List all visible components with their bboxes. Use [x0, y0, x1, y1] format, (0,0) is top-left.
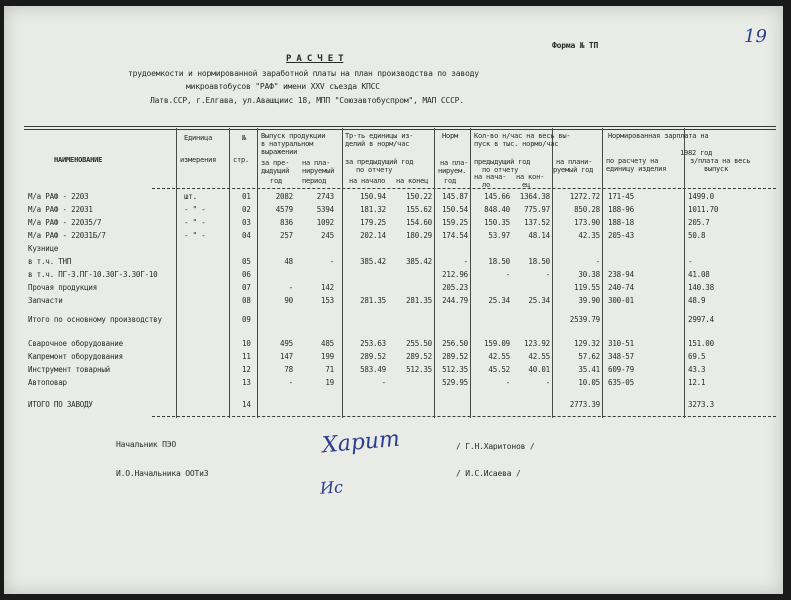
table-cell: 289.52: [442, 352, 468, 361]
table-cell: 25.34: [488, 296, 510, 305]
row-name: в т.ч. ТНП: [28, 257, 72, 266]
table-cell: 45.52: [488, 365, 510, 374]
table-cell: 30.38: [578, 270, 600, 279]
table-cell: 153: [321, 296, 334, 305]
row-name: Инструмент товарный: [28, 365, 110, 374]
header-output-sub1-2: дыдущий: [261, 167, 290, 175]
table-cell: 12: [242, 365, 251, 374]
table-cell: 244.79: [442, 296, 468, 305]
table-cell: 385.42: [360, 257, 386, 266]
table-cell: 174.54: [442, 231, 468, 240]
header-wage-total-2: выпуск: [704, 165, 729, 173]
header-unit-1: Единица: [184, 134, 213, 142]
table-cell: 4579: [275, 205, 293, 214]
table-cell: 310-51: [608, 339, 634, 348]
table-cell: 123.92: [524, 339, 550, 348]
table-cell: 150.94: [360, 192, 386, 201]
table-cell: 1499.0: [688, 192, 714, 201]
row-name: М/а РАФ - 22031: [28, 205, 93, 214]
row-name: Сварочное оборудование: [28, 339, 123, 348]
table-cell: 142: [321, 283, 334, 292]
header-labor-prev-2: по отчету: [356, 166, 393, 174]
table-cell: 41.08: [688, 270, 710, 279]
table-cell: 1011.70: [688, 205, 719, 214]
table-cell: 69.5: [688, 352, 706, 361]
table-cell: 48.9: [688, 296, 706, 305]
table-cell: - " -: [184, 205, 206, 214]
table-cell: 171-45: [608, 192, 634, 201]
table-cell: 529.95: [442, 378, 468, 387]
table-cell: 05: [242, 257, 251, 266]
table-cell: 2997.4: [688, 315, 714, 324]
table-cell: 289.52: [406, 352, 432, 361]
table-cell: 42.55: [528, 352, 550, 361]
table-cell: 850.28: [574, 205, 600, 214]
table-cell: 1364.38: [519, 192, 550, 201]
signature-name-1: / Г.Н.Харитонов /: [456, 442, 535, 451]
header-labor-begin: на начало: [349, 177, 386, 185]
table-cell: 154.60: [406, 218, 432, 227]
table-cell: 848.40: [484, 205, 510, 214]
table-cell: 245: [321, 231, 334, 240]
table-cell: 155.62: [406, 205, 432, 214]
table-cell: 147: [280, 352, 293, 361]
table-cell: 06: [242, 270, 251, 279]
table-cell: -: [463, 257, 468, 266]
table-cell: 12.1: [688, 378, 706, 387]
table-cell: 635-05: [608, 378, 634, 387]
header-num-1: №: [242, 134, 247, 142]
table-cell: 180.29: [406, 231, 432, 240]
table-cell: 3273.3: [688, 400, 714, 409]
table-cell: 205.7: [688, 218, 710, 227]
subtitle-line-2: микроавтобусов "РАФ" имени XXV съезда КПСС: [186, 82, 380, 91]
table-cell: 2539.79: [569, 315, 600, 324]
form-label: Форма № ТП: [552, 41, 599, 50]
table-cell: 289.52: [360, 352, 386, 361]
row-name: Капремонт оборудования: [28, 352, 123, 361]
header-labor-1: Тр-ть единицы из-: [345, 132, 414, 140]
table-cell: 188-18: [608, 218, 634, 227]
table-cell: -: [381, 378, 386, 387]
table-cell: 71: [325, 365, 334, 374]
header-wage-1: Нормированная зарплата на: [608, 132, 709, 140]
header-plan-year-2: нируем.: [438, 167, 467, 175]
table-cell: шт.: [184, 192, 197, 201]
header-vol-2: пуск в тыс. нормо/час: [474, 140, 559, 148]
header-vol-1: Кол-во н/час на весь вы-: [474, 132, 571, 140]
header-vol-end-2: ец: [522, 181, 531, 189]
header-output-sub2-2: нируемый: [302, 167, 335, 175]
subtitle-line-3: Латв.ССР, г.Елгава, ул.Авашциис 18, МПП "Союзавтобуспром", МАП СССР.: [150, 96, 464, 105]
header-num-2: стр.: [233, 156, 250, 164]
table-cell: 775.97: [524, 205, 550, 214]
table-cell: 10: [242, 339, 251, 348]
row-name: Запчасти: [28, 296, 63, 305]
table-cell: 35.41: [578, 365, 600, 374]
table-cell: 609-79: [608, 365, 634, 374]
table-cell: 181.32: [360, 205, 386, 214]
table-cell: 42.35: [578, 231, 600, 240]
header-labor-end: на конец: [396, 177, 429, 185]
table-cell: 2743: [316, 192, 334, 201]
signature-handwritten-2: Ис: [319, 477, 344, 498]
doc-title: Р А С Ч Е Т: [286, 54, 344, 64]
table-cell: 205.23: [442, 283, 468, 292]
table-cell: 202.14: [360, 231, 386, 240]
row-name: М/а РАФ - 22031Б/7: [28, 231, 106, 240]
table-cell: 137.52: [524, 218, 550, 227]
table-cell: 150.54: [442, 205, 468, 214]
table-cell: 50.8: [688, 231, 706, 240]
table-cell: 53.97: [488, 231, 510, 240]
table-cell: 173.90: [574, 218, 600, 227]
table-cell: 145.66: [484, 192, 510, 201]
table-cell: 1272.72: [569, 192, 600, 201]
signature-role-2: И.О.Начальника ООТиЗ: [116, 469, 209, 478]
header-vol-begin-2: ло: [482, 181, 491, 189]
signature-role-1: Начальник ПЭО: [116, 440, 177, 449]
table-cell: - " -: [184, 218, 206, 227]
row-name: в т.ч. ПГ-3.ПГ-10.30Г-3.30Г-10: [28, 270, 158, 279]
row-name: Прочая продукция: [28, 283, 98, 292]
header-labor-prev-1: за предыдущий год: [345, 158, 414, 166]
header-wage-total-1: з/плата на весь: [690, 157, 751, 165]
table-cell: 43.3: [688, 365, 706, 374]
row-name: Итого по основному производству: [28, 315, 162, 324]
row-name: Автоповар: [28, 378, 67, 387]
table-cell: 19: [325, 378, 334, 387]
document-sheet: [4, 6, 783, 594]
header-output-sub1-3: год: [270, 177, 283, 185]
table-cell: 48: [284, 257, 293, 266]
table-cell: 159.09: [484, 339, 510, 348]
table-cell: 300-01: [608, 296, 634, 305]
table-cell: -: [329, 257, 334, 266]
table-cell: 48.14: [528, 231, 550, 240]
header-output-sub1-1: за пре-: [261, 159, 290, 167]
table-cell: 11: [242, 352, 251, 361]
row-name: Кузнице: [28, 244, 59, 253]
table-cell: 07: [242, 283, 251, 292]
table-cell: -: [288, 283, 293, 292]
header-wage-unit-2: единицу изделия: [606, 165, 667, 173]
table-cell: 212.96: [442, 270, 468, 279]
header-labor-2: делий в норм/час: [345, 140, 410, 148]
table-cell: 512.35: [406, 365, 432, 374]
row-name: ИТОГО ПО ЗАВОДУ: [28, 400, 93, 409]
table-cell: 2773.39: [569, 400, 600, 409]
table-cell: 01: [242, 192, 251, 201]
header-output-3: выражении: [261, 148, 298, 156]
header-output-sub2-3: период: [302, 177, 327, 185]
table-cell: 240-74: [608, 283, 634, 292]
signature-name-2: / И.С.Исаева /: [456, 469, 521, 478]
table-cell: 495: [280, 339, 293, 348]
table-cell: 281.35: [406, 296, 432, 305]
table-cell: 150.22: [406, 192, 432, 201]
table-cell: 140.38: [688, 283, 714, 292]
header-plan-year-3: год: [444, 177, 457, 185]
table-cell: 13: [242, 378, 251, 387]
table-cell: 119.55: [574, 283, 600, 292]
table-cell: 90: [284, 296, 293, 305]
table-cell: 281.35: [360, 296, 386, 305]
table-cell: -: [545, 270, 550, 279]
table-cell: -: [688, 257, 693, 266]
table-cell: 09: [242, 315, 251, 324]
table-cell: 04: [242, 231, 251, 240]
header-plan-year-1: на пла-: [440, 159, 469, 167]
table-cell: 512.35: [442, 365, 468, 374]
header-vol-plan-2: руемый год: [553, 166, 594, 174]
table-cell: 485: [321, 339, 334, 348]
table-cell: 205-43: [608, 231, 634, 240]
table-cell: 2082: [275, 192, 293, 201]
table-cell: 18.50: [488, 257, 510, 266]
table-cell: 188-96: [608, 205, 634, 214]
table-cell: - " -: [184, 231, 206, 240]
table-cell: 150.35: [484, 218, 510, 227]
table-cell: 385.42: [406, 257, 432, 266]
table-cell: 129.32: [574, 339, 600, 348]
table-cell: 5394: [316, 205, 334, 214]
row-name: М/а РАФ - 22035/7: [28, 218, 102, 227]
table-cell: 583.49: [360, 365, 386, 374]
header-output-2: в натуральном: [261, 140, 314, 148]
table-cell: -: [505, 270, 510, 279]
subtitle-line-1: трудоемкости и нормированной заработной платы на план производства по заводу: [128, 69, 479, 78]
table-cell: 39.90: [578, 296, 600, 305]
table-cell: -: [505, 378, 510, 387]
table-cell: 257: [280, 231, 293, 240]
header-output-1: Выпуск продукции: [261, 132, 326, 140]
table-cell: 199: [321, 352, 334, 361]
table-cell: 08: [242, 296, 251, 305]
row-name: М/а РАФ - 2203: [28, 192, 89, 201]
table-cell: -: [288, 378, 293, 387]
header-vol-plan-1: на плани-: [556, 158, 593, 166]
table-cell: 57.62: [578, 352, 600, 361]
page-number: 19: [744, 26, 767, 47]
table-cell: 1092: [316, 218, 334, 227]
table-cell: 348-57: [608, 352, 634, 361]
table-cell: 78: [284, 365, 293, 374]
header-output-sub2-1: на пла-: [302, 159, 331, 167]
header-vol-begin-1: на нача-: [474, 173, 507, 181]
table-cell: -: [595, 257, 600, 266]
table-cell: 14: [242, 400, 251, 409]
header-vol-end-1: на кон-: [516, 173, 545, 181]
table-cell: 836: [280, 218, 293, 227]
table-cell: 253.63: [360, 339, 386, 348]
table-cell: 145.87: [442, 192, 468, 201]
table-cell: 02: [242, 205, 251, 214]
header-norm-1: Норм: [442, 132, 459, 140]
header-wage-year: 1982 год: [680, 149, 713, 157]
header-wage-unit-1: по расчету на: [606, 157, 659, 165]
signature-handwritten-1: Харит: [321, 426, 401, 459]
header-vol-prev-2: по отчету: [482, 166, 519, 174]
table-cell: 151.00: [688, 339, 714, 348]
table-cell: 256.50: [442, 339, 468, 348]
table-cell: 18.50: [528, 257, 550, 266]
header-vol-prev-1: предыдущий год: [474, 158, 531, 166]
table-cell: 255.50: [406, 339, 432, 348]
table-cell: 03: [242, 218, 251, 227]
table-cell: 179.25: [360, 218, 386, 227]
header-unit-2: измерения: [180, 156, 217, 164]
table-cell: 10.05: [578, 378, 600, 387]
table-cell: 42.55: [488, 352, 510, 361]
table-cell: -: [545, 378, 550, 387]
table-cell: 159.25: [442, 218, 468, 227]
table-cell: 40.01: [528, 365, 550, 374]
header-name: НАИМЕНОВАНИЕ: [54, 156, 103, 164]
table-cell: 25.34: [528, 296, 550, 305]
table-cell: 238-94: [608, 270, 634, 279]
